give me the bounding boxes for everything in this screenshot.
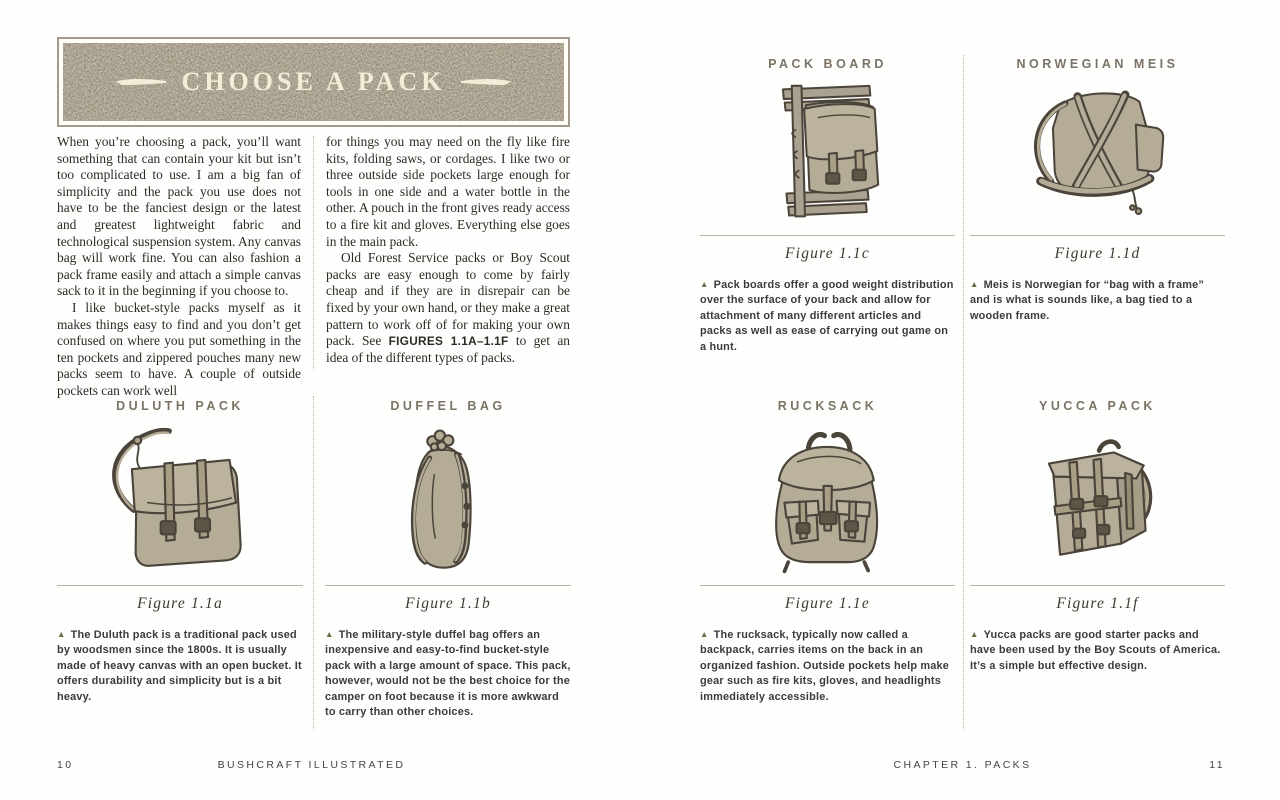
body-column-1	[57, 134, 301, 400]
figure-rule	[700, 235, 955, 236]
figure-caption	[970, 628, 1225, 674]
figure-rule	[325, 585, 571, 586]
caption-triangle-icon: ▲	[970, 629, 979, 639]
panel-title: NORWEGIAN MEIS	[1016, 57, 1179, 71]
panel-title: PACK BOARD	[768, 57, 887, 71]
figure-caption	[700, 628, 955, 705]
panel-title: DULUTH PACK	[116, 399, 244, 413]
figure-caption	[57, 628, 303, 705]
figure-rule	[970, 235, 1225, 236]
figure-rule	[700, 585, 955, 586]
body-text: to get an idea of the different types of packs.	[326, 333, 571, 365]
caption-triangle-icon: ▲	[700, 279, 709, 289]
panel-norwegian-meis	[970, 57, 1225, 324]
caption-triangle-icon: ▲	[57, 629, 66, 639]
figure-label: Figure 1.1d	[1054, 245, 1141, 262]
figure-label: Figure 1.1b	[405, 595, 491, 612]
panel-duffel-bag	[325, 399, 571, 720]
caption-text: Meis is Norwegian for “bag with a frame” and is what is sounds like, a bag tied to a wooden frame.	[970, 279, 1205, 322]
caption-text: Pack boards offer a good weight distribution over the surface of your back and allow for attachment of many different articles and packs as well as ease of carrying out game on a hunt.	[700, 279, 954, 353]
caption-triangle-icon: ▲	[970, 279, 979, 289]
duluth-pack-illustration	[57, 419, 303, 577]
rucksack-illustration	[700, 419, 955, 577]
page-number-right: 11	[1209, 759, 1225, 771]
caption-triangle-icon: ▲	[325, 629, 334, 639]
panel-title: RUCKSACK	[777, 399, 878, 413]
figure-label: Figure 1.1e	[785, 595, 870, 612]
chapter-banner-field	[63, 43, 564, 121]
panel-duluth-pack	[57, 399, 303, 705]
panel-divider-left-page	[313, 396, 314, 730]
figure-reference: FIGURES 1.1A–1.1F	[388, 334, 509, 349]
panel-rucksack	[700, 399, 955, 705]
body-paragraph: for things you may need on the fly like fire kits, folding saws, or cordages. I like two or three outside side pockets large enough for tools in one side and a water bottle in the other. A pouch in the front gives ready access to a fire kit and gloves. Everything else goes in the main pack.	[326, 134, 570, 249]
figure-caption	[970, 278, 1225, 324]
banner-dart-left-icon	[110, 76, 166, 88]
panel-title: DUFFEL BAG	[390, 399, 506, 413]
body-text: Old Forest Service packs or Boy Scout packs are easy enough to come by fairly cheap and if they are in disrepair can be fixed by your own hand, or they make a great pattern to work off of for making your own pack. See	[326, 250, 570, 349]
caption-text: The Duluth pack is a traditional pack used by woodsmen since the 1800s. It is usually made of heavy canvas with an open bucket. It offers durability and simplicity but is a bit heavy.	[57, 629, 302, 703]
duffel-bag-illustration	[325, 419, 571, 577]
pack-board-illustration	[700, 77, 955, 227]
caption-text: Yucca packs are good starter packs and have been used by the Boy Scouts of America. It’s a simple but effective design.	[970, 629, 1221, 672]
page-number-left: 10	[57, 759, 74, 771]
panel-yucca-pack	[970, 399, 1225, 674]
panel-title: YUCCA PACK	[1039, 399, 1156, 413]
chapter-banner	[57, 37, 570, 127]
running-title-book: BUSHCRAFT ILLUSTRATED	[217, 759, 406, 771]
figure-label: Figure 1.1c	[785, 245, 870, 262]
panel-pack-board	[700, 57, 955, 355]
figure-label: Figure 1.1a	[137, 595, 223, 612]
footer-right-page	[700, 759, 1225, 773]
body-column-2	[326, 134, 570, 366]
figure-label: Figure 1.1f	[1056, 595, 1139, 612]
running-title-chapter: CHAPTER 1. PACKS	[893, 759, 1032, 771]
caption-text: The rucksack, typically now called a backpack, carries items on the back in an organized fashion. Outside pockets help make gear such as fire kits, gloves, and headlights immediately accessible.	[700, 629, 950, 703]
body-paragraph	[326, 250, 570, 366]
banner-dart-right-icon	[461, 76, 517, 88]
figure-rule	[57, 585, 303, 586]
footer-left-page	[57, 759, 566, 773]
figure-rule	[970, 585, 1225, 586]
figure-caption	[700, 278, 955, 355]
caption-text: The military-style duffel bag offers an inexpensive and easy-to-find bucket-style pack with a large amount of space. This pack, however, would not be the best choice for the camper on foot because it is more awkward to carry than other choices.	[325, 629, 571, 719]
column-divider	[313, 136, 314, 370]
yucca-pack-illustration	[970, 419, 1225, 577]
figure-caption	[325, 628, 571, 720]
chapter-title: CHOOSE A PACK	[181, 67, 446, 96]
body-paragraph: I like bucket-style packs myself as it makes things easy to find and you don’t get confused on where you put something in the ten pockets and zippered pouches many new packs seem to have. A couple of outside pockets can work well	[57, 299, 301, 398]
caption-triangle-icon: ▲	[700, 629, 709, 639]
norwegian-meis-illustration	[970, 77, 1225, 227]
panel-divider-right-page	[963, 55, 964, 730]
body-paragraph: When you’re choosing a pack, you’ll want something that can contain your kit but isn’t too complicated to use. I am a big fan of simplicity and the pack you use does not have to be the fanciest design or the latest and greatest lightweight fabric and technological suspension system. Any canvas bag will work fine. You can also fashion a pack frame easily and attach a simple canvas sack to it in the beginning if you choose to.	[57, 134, 301, 299]
